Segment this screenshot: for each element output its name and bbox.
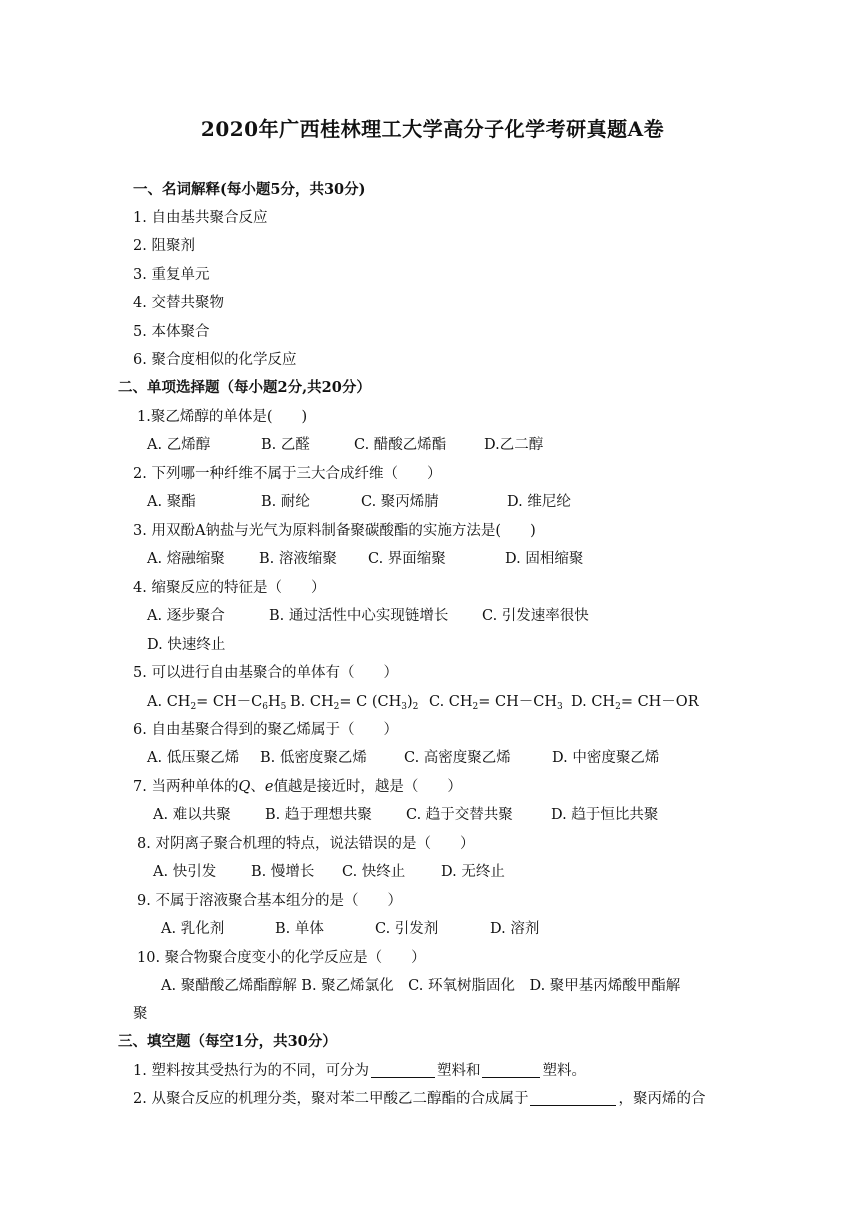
option-c: C. 界面缩聚 [368, 551, 446, 567]
blank-line [530, 1091, 616, 1106]
list-item: 5. 本体聚合 [133, 324, 210, 340]
question-stem-5: 5. 可以进行自由基聚合的单体有（ ） [133, 665, 398, 681]
option-a: A. 逐步聚合 [147, 608, 225, 624]
question-stem-1: 1.聚乙烯醇的单体是( ) [137, 409, 308, 425]
option-a: A. 难以共聚 [153, 807, 231, 823]
option-d: D. 溶剂 [490, 921, 540, 937]
option-b: B. 单体 [275, 921, 324, 937]
fill-blank-2: 2. 从聚合反应的机理分类，聚对苯二甲酸乙二醇酯的合成属于 ，聚丙烯的合 [133, 1091, 706, 1107]
option-a: A. 乳化剂 [161, 921, 225, 937]
option-a: A. 聚酯 [147, 494, 196, 510]
option-d: D. 固相缩聚 [505, 551, 584, 567]
option-b: B. $CH_2= C$ $(CH_3)_2$ [290, 694, 419, 712]
option-b: B. 趋于理想共聚 [265, 807, 372, 823]
question-options-1 [147, 433, 543, 454]
option-a: A. 快引发 [153, 864, 217, 880]
option-d: D. 维尼纶 [507, 494, 571, 510]
question-stem-9: 9. 不属于溶液聚合基本组分的是（ ） [137, 893, 402, 909]
option-c: C. 高密度聚乙烯 [404, 750, 511, 766]
question-options-10-wrap: 聚 [133, 1006, 148, 1022]
question-stem-7: 7. 当两种单体的Q、e值越是接近时，越是（ ） [133, 779, 462, 795]
option-c: C. 快终止 [342, 864, 406, 880]
option-d-wrapped: D. 快速终止 [147, 637, 226, 653]
fill-blank-1: 1. 塑料按其受热行为的不同，可分为 塑料和 塑料。 [133, 1063, 586, 1079]
option-b: B. 耐纶 [261, 494, 310, 510]
question-options-6 [147, 746, 659, 767]
list-item: 4. 交替共聚物 [133, 295, 224, 311]
option-b: B. 低密度聚乙烯 [260, 750, 367, 766]
section-heading-1: 一、名词解释(每小题5分，共30分) [133, 181, 366, 198]
option-a: A. $CH_2= CH-C_6H_5$ [147, 694, 287, 712]
option-c: C. $CH_2= CH-CH_3$ [429, 694, 563, 712]
option-c: C. 聚丙烯腈 [361, 494, 439, 510]
section-heading-2: 二、单项选择题（每小题2分,共20分） [118, 379, 371, 396]
question-options-2 [147, 490, 571, 511]
option-b: B. 溶液缩聚 [259, 551, 337, 567]
question-stem-2: 2. 下列哪一种纤维不属于三大合成纤维（ ） [133, 466, 442, 482]
option-a: A. 乙烯醇 [147, 437, 211, 453]
question-options-10: A. 聚醋酸乙烯酯醇解 B. 聚乙烯氯化 C. 环氧树脂固化 D. 聚甲基丙烯酸甲酯解 [161, 978, 681, 994]
option-d: D. 中密度聚乙烯 [552, 750, 660, 766]
option-a: A. 低压聚乙烯 [147, 750, 240, 766]
question-options-4 [147, 604, 589, 625]
list-item: 1. 自由基共聚合反应 [133, 210, 268, 226]
section-heading-3: 三、填空题（每空1分，共30分） [118, 1033, 337, 1050]
question-stem-8: 8. 对阴离子聚合机理的特点，说法错误的是（ ） [137, 836, 475, 852]
option-d: D. 无终止 [441, 864, 505, 880]
list-item: 2. 阻聚剂 [133, 238, 195, 254]
question-stem-6: 6. 自由基聚合得到的聚乙烯属于（ ） [133, 722, 398, 738]
blank-line [371, 1063, 435, 1078]
option-a: A. 熔融缩聚 [147, 551, 225, 567]
option-c: C. 引发剂 [375, 921, 439, 937]
option-d: D.乙二醇 [484, 437, 544, 453]
option-c: C. 引发速率很快 [482, 608, 589, 624]
option-b: B. 慢增长 [251, 864, 315, 880]
question-stem-4: 4. 缩聚反应的特征是（ ） [133, 580, 326, 596]
question-options-3 [147, 547, 583, 568]
question-options-5 [147, 690, 699, 712]
option-b: B. 通过活性中心实现链增长 [269, 608, 449, 624]
option-d: D. $CH_2= CH-OR$ [571, 694, 699, 712]
question-stem-3: 3. 用双酚A钠盐与光气为原料制备聚碳酸酯的实施方法是( ) [133, 523, 536, 539]
option-c: C. 醋酸乙烯酯 [354, 437, 447, 453]
question-options-7 [153, 803, 658, 824]
question-options-9 [161, 917, 539, 938]
list-item: 3. 重复单元 [133, 267, 210, 283]
blank-line [482, 1063, 540, 1078]
page-title: 2020年广西桂林理工大学高分子化学考研真题A卷 [200, 117, 665, 141]
question-options-8 [153, 860, 505, 881]
option-b: B. 乙醛 [261, 437, 310, 453]
question-stem-10: 10. 聚合物聚合度变小的化学反应是（ ） [137, 950, 426, 966]
list-item: 6. 聚合度相似的化学反应 [133, 352, 297, 368]
option-d: D. 趋于恒比共聚 [551, 807, 659, 823]
option-c: C. 趋于交替共聚 [406, 807, 513, 823]
